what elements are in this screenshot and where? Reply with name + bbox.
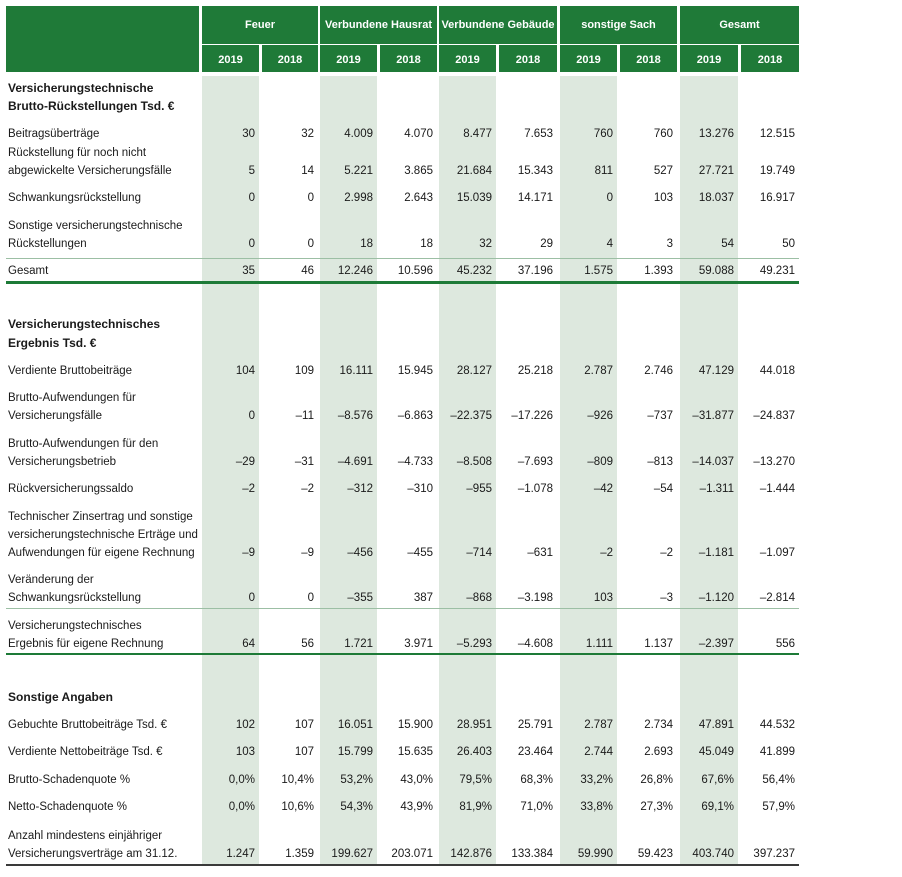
cell-value: –24.837 bbox=[753, 410, 795, 422]
cell-value: 0,0% bbox=[228, 774, 255, 786]
cell-value: 0 bbox=[248, 410, 255, 422]
cell-value: 2.643 bbox=[404, 192, 433, 204]
cell-value: –1.097 bbox=[759, 547, 795, 559]
cell-value: 5 bbox=[248, 165, 255, 177]
cell-value: 0 bbox=[248, 592, 255, 604]
cell-value: 811 bbox=[594, 165, 613, 177]
header-year-label: 2019 bbox=[336, 54, 361, 66]
row-label: Netto-Schadenquote % bbox=[8, 801, 127, 813]
cell-value: 26,8% bbox=[640, 774, 673, 786]
cell-value: 8.477 bbox=[463, 128, 492, 140]
cell-value: 56 bbox=[301, 638, 314, 650]
cell-value: 21.684 bbox=[456, 165, 492, 177]
header-group-label: Feuer bbox=[245, 19, 275, 31]
cell-value: 18 bbox=[360, 238, 373, 250]
cell-value: 103 bbox=[593, 592, 613, 604]
cell-value: 15.635 bbox=[397, 746, 433, 758]
cell-value: –8.508 bbox=[456, 456, 492, 468]
cell-value: 16.917 bbox=[759, 192, 795, 204]
row-label: Brutto-Aufwendungen für bbox=[8, 392, 136, 404]
cell-value: 25.791 bbox=[517, 719, 553, 731]
cell-value: 2.746 bbox=[644, 365, 673, 377]
cell-value: 1.111 bbox=[585, 638, 613, 650]
cell-value: 28.127 bbox=[456, 365, 492, 377]
row-label: Rückstellungen bbox=[8, 238, 87, 250]
header-corner bbox=[6, 6, 199, 72]
cell-value: 18 bbox=[420, 238, 433, 250]
cell-value: 2.787 bbox=[584, 365, 613, 377]
header-year-label: 2018 bbox=[515, 54, 541, 66]
cell-value: 18.037 bbox=[698, 192, 734, 204]
cell-value: 81,9% bbox=[459, 801, 492, 813]
cell-value: 57,9% bbox=[762, 801, 795, 813]
cell-value: 2.787 bbox=[584, 719, 613, 731]
cell-value: 33,8% bbox=[580, 801, 613, 813]
cell-value: 29 bbox=[540, 238, 553, 250]
cell-value: 760 bbox=[593, 128, 613, 140]
row-label: Schwankungsrückstellung bbox=[8, 192, 141, 204]
cell-value: 53,2% bbox=[340, 774, 373, 786]
cell-value: 3.865 bbox=[404, 165, 433, 177]
cell-value: 50 bbox=[782, 238, 795, 250]
header-year-label: 2019 bbox=[218, 54, 243, 66]
row-label: Versicherungsverträge am 31.12. bbox=[8, 848, 178, 860]
cell-value: –809 bbox=[587, 456, 613, 468]
cell-value: 387 bbox=[413, 592, 433, 604]
cell-value: 41.899 bbox=[759, 746, 795, 758]
cell-value: 107 bbox=[294, 746, 314, 758]
cell-value: –312 bbox=[347, 483, 373, 495]
cell-value: –1.120 bbox=[698, 592, 734, 604]
cell-value: 59.088 bbox=[698, 265, 734, 277]
cell-value: 25.218 bbox=[517, 365, 553, 377]
cell-value: 54 bbox=[721, 238, 734, 250]
cell-value: 4.070 bbox=[404, 128, 433, 140]
cell-value: –1.311 bbox=[699, 483, 734, 495]
cell-value: 4.009 bbox=[344, 128, 373, 140]
cell-value: 45.232 bbox=[456, 265, 492, 277]
row-label: Technischer Zinsertrag und sonstige bbox=[8, 511, 193, 523]
cell-value: 10,6% bbox=[281, 801, 314, 813]
cell-value: –813 bbox=[647, 456, 673, 468]
section-title: Brutto-Rückstellungen Tsd. € bbox=[8, 99, 175, 113]
header-year-label: 2019 bbox=[696, 54, 722, 66]
row-label: Gesamt bbox=[8, 265, 49, 277]
row-label: Versicherungsfälle bbox=[8, 410, 102, 422]
cell-value: 14.171 bbox=[517, 192, 553, 204]
cell-value: –42 bbox=[593, 483, 613, 495]
header-year-label: 2018 bbox=[636, 54, 661, 66]
cell-value: 14 bbox=[301, 165, 314, 177]
cell-value: 3 bbox=[666, 238, 673, 250]
cell-value: 32 bbox=[479, 238, 492, 250]
cell-value: 69,1% bbox=[701, 801, 734, 813]
cell-value: 19.749 bbox=[759, 165, 795, 177]
row-label: Beitragsüberträge bbox=[8, 128, 100, 140]
cell-value: 15.343 bbox=[517, 165, 553, 177]
cell-value: 203.071 bbox=[391, 848, 433, 860]
cell-value: 397.237 bbox=[753, 848, 795, 860]
header-group-label: Gesamt bbox=[719, 19, 760, 31]
cell-value: –4.608 bbox=[517, 638, 553, 650]
cell-value: –9 bbox=[301, 547, 314, 559]
header-year-label: 2019 bbox=[576, 54, 601, 66]
cell-value: 35 bbox=[242, 265, 255, 277]
cell-value: 49.231 bbox=[759, 265, 795, 277]
cell-value: –1.181 bbox=[698, 547, 734, 559]
cell-value: –13.270 bbox=[753, 456, 795, 468]
cell-value: 2.998 bbox=[344, 192, 373, 204]
cell-value: 43,0% bbox=[400, 774, 433, 786]
cell-value: –714 bbox=[466, 547, 492, 559]
cell-value: 47.891 bbox=[698, 719, 734, 731]
row-label: Gebuchte Bruttobeiträge Tsd. € bbox=[8, 719, 167, 731]
cell-value: –355 bbox=[347, 592, 373, 604]
cell-value: –2.814 bbox=[759, 592, 795, 604]
section-title: Ergebnis Tsd. € bbox=[8, 336, 97, 350]
row-label: Veränderung der bbox=[8, 574, 94, 586]
row-label: Ergebnis für eigene Rechnung bbox=[8, 638, 164, 650]
cell-value: –3 bbox=[660, 592, 673, 604]
row-label: Anzahl mindestens einjähriger bbox=[8, 830, 163, 842]
cell-value: 79,5% bbox=[459, 774, 492, 786]
cell-value: 527 bbox=[653, 165, 673, 177]
cell-value: 199.627 bbox=[331, 848, 373, 860]
cell-value: 0 bbox=[307, 192, 314, 204]
cell-value: –3.198 bbox=[517, 592, 553, 604]
cell-value: 45.049 bbox=[698, 746, 734, 758]
cell-value: 0 bbox=[307, 238, 314, 250]
cell-value: 43,9% bbox=[400, 801, 433, 813]
cell-value: 46 bbox=[301, 265, 314, 277]
cell-value: –2.397 bbox=[698, 638, 734, 650]
total-separator-line bbox=[6, 258, 799, 259]
row-label: Versicherungsbetrieb bbox=[8, 456, 117, 468]
cell-value: –4.691 bbox=[337, 456, 373, 468]
cell-value: 12.515 bbox=[759, 128, 795, 140]
cell-value: 44.532 bbox=[759, 719, 795, 731]
row-label: Aufwendungen für eigene Rechnung bbox=[8, 547, 195, 559]
cell-value: 23.464 bbox=[517, 746, 553, 758]
cell-value: 16.051 bbox=[337, 719, 373, 731]
cell-value: 760 bbox=[653, 128, 673, 140]
cell-value: 15.039 bbox=[456, 192, 492, 204]
cell-value: 1.247 bbox=[226, 848, 255, 860]
cell-value: 109 bbox=[294, 365, 314, 377]
cell-value: –310 bbox=[407, 483, 433, 495]
total-separator-line bbox=[6, 608, 799, 609]
cell-value: 107 bbox=[294, 719, 314, 731]
cell-value: –14.037 bbox=[692, 456, 734, 468]
cell-value: 1.575 bbox=[584, 265, 613, 277]
cell-value: 13.276 bbox=[698, 128, 734, 140]
cell-value: 10,4% bbox=[281, 774, 314, 786]
cell-value: 4 bbox=[606, 238, 613, 250]
cell-value: 12.246 bbox=[337, 265, 373, 277]
row-label: Verdiente Bruttobeiträge bbox=[8, 365, 133, 377]
cell-value: 47.129 bbox=[698, 365, 734, 377]
cell-value: –1.444 bbox=[759, 483, 795, 495]
cell-value: 103 bbox=[653, 192, 673, 204]
cell-value: 27.721 bbox=[698, 165, 734, 177]
cell-value: –1.078 bbox=[517, 483, 553, 495]
cell-value: –9 bbox=[242, 547, 255, 559]
cell-value: 102 bbox=[235, 719, 255, 731]
cell-value: 15.945 bbox=[397, 365, 433, 377]
cell-value: –2 bbox=[600, 547, 613, 559]
section-title: Sonstige Angaben bbox=[8, 690, 113, 704]
cell-value: 0 bbox=[248, 192, 255, 204]
cell-value: 44.018 bbox=[759, 365, 795, 377]
cell-value: 32 bbox=[301, 128, 314, 140]
row-label: Rückversicherungssaldo bbox=[8, 483, 134, 495]
cell-value: 403.740 bbox=[692, 848, 734, 860]
header-year-label: 2018 bbox=[757, 54, 783, 66]
cell-value: –455 bbox=[407, 547, 433, 559]
cell-value: –17.226 bbox=[511, 410, 553, 422]
header-group-label: Verbundene Gebäude bbox=[441, 19, 555, 31]
cell-value: 27,3% bbox=[640, 801, 673, 813]
cell-value: –737 bbox=[647, 410, 673, 422]
cell-value: –8.576 bbox=[337, 410, 373, 422]
cell-value: 56,4% bbox=[762, 774, 795, 786]
header-year-label: 2019 bbox=[455, 54, 480, 66]
cell-value: 68,3% bbox=[520, 774, 553, 786]
cell-value: –2 bbox=[242, 483, 255, 495]
cell-value: 71,0% bbox=[520, 801, 553, 813]
cell-value: –2 bbox=[301, 483, 314, 495]
cell-value: 0 bbox=[606, 192, 613, 204]
row-label: versicherungstechnische Erträge und bbox=[8, 529, 198, 541]
cell-value: 15.799 bbox=[337, 746, 373, 758]
cell-value: –5.293 bbox=[456, 638, 492, 650]
cell-value: 2.744 bbox=[584, 746, 613, 758]
cell-value: –4.733 bbox=[397, 456, 433, 468]
cell-value: –868 bbox=[466, 592, 492, 604]
cell-value: 1.393 bbox=[644, 265, 673, 277]
cell-value: 16.111 bbox=[339, 365, 373, 377]
cell-value: –29 bbox=[235, 456, 255, 468]
cell-value: 2.734 bbox=[644, 719, 673, 731]
cell-value: 3.971 bbox=[404, 638, 433, 650]
cell-value: 2.693 bbox=[644, 746, 673, 758]
section-rule-green bbox=[6, 653, 799, 655]
cell-value: 54,3% bbox=[340, 801, 373, 813]
cell-value: 103 bbox=[235, 746, 255, 758]
cell-value: 10.596 bbox=[397, 265, 433, 277]
cell-value: –6.863 bbox=[397, 410, 433, 422]
cell-value: 59.423 bbox=[637, 848, 673, 860]
cell-value: –22.375 bbox=[450, 410, 492, 422]
cell-value: 133.384 bbox=[511, 848, 553, 860]
cell-value: 104 bbox=[235, 365, 255, 377]
table-bottom-rule bbox=[6, 864, 799, 866]
row-label: Verdiente Nettobeiträge Tsd. € bbox=[8, 746, 163, 758]
cell-value: –2 bbox=[660, 547, 673, 559]
cell-value: 142.876 bbox=[450, 848, 492, 860]
row-label: Schwankungsrückstellung bbox=[8, 592, 141, 604]
row-label: abgewickelte Versicherungsfälle bbox=[8, 165, 172, 177]
cell-value: –955 bbox=[466, 483, 492, 495]
cell-value: 1.721 bbox=[344, 638, 373, 650]
cell-value: –456 bbox=[347, 547, 373, 559]
cell-value: –31 bbox=[294, 456, 314, 468]
cell-value: 59.990 bbox=[577, 848, 613, 860]
section-title: Versicherungstechnisches bbox=[8, 317, 161, 331]
cell-value: 5.221 bbox=[344, 165, 373, 177]
cell-value: 0,0% bbox=[228, 801, 255, 813]
row-label: Brutto-Aufwendungen für den bbox=[8, 438, 159, 450]
header-group-label: sonstige Sach bbox=[581, 19, 656, 31]
section-title: Versicherungstechnische bbox=[8, 81, 154, 95]
cell-value: 64 bbox=[242, 638, 255, 650]
cell-value: 556 bbox=[775, 638, 795, 650]
cell-value: –31.877 bbox=[692, 410, 734, 422]
cell-value: 28.951 bbox=[456, 719, 492, 731]
row-label: Versicherungstechnisches bbox=[8, 620, 142, 632]
header-year-label: 2018 bbox=[277, 54, 303, 66]
cell-value: 26.403 bbox=[456, 746, 492, 758]
cell-value: –926 bbox=[587, 410, 613, 422]
cell-value: –11 bbox=[295, 410, 314, 422]
cell-value: –54 bbox=[653, 483, 673, 495]
header-year-label: 2018 bbox=[396, 54, 421, 66]
row-label: Sonstige versicherungstechnische bbox=[8, 220, 183, 232]
cell-value: 0 bbox=[307, 592, 314, 604]
cell-value: 67,6% bbox=[701, 774, 734, 786]
cell-value: 15.900 bbox=[397, 719, 433, 731]
header-group-label: Verbundene Hausrat bbox=[325, 19, 432, 31]
cell-value: 0 bbox=[248, 238, 255, 250]
cell-value: –631 bbox=[527, 547, 553, 559]
cell-value: 30 bbox=[242, 128, 255, 140]
cell-value: –7.693 bbox=[517, 456, 553, 468]
row-label: Rückstellung für noch nicht bbox=[8, 147, 147, 159]
cell-value: 1.359 bbox=[285, 848, 314, 860]
section-rule-green bbox=[6, 281, 799, 284]
cell-value: 1.137 bbox=[644, 638, 673, 650]
cell-value: 7.653 bbox=[524, 128, 553, 140]
row-label: Brutto-Schadenquote % bbox=[8, 774, 131, 786]
cell-value: 33,2% bbox=[580, 774, 613, 786]
cell-value: 37.196 bbox=[517, 265, 553, 277]
